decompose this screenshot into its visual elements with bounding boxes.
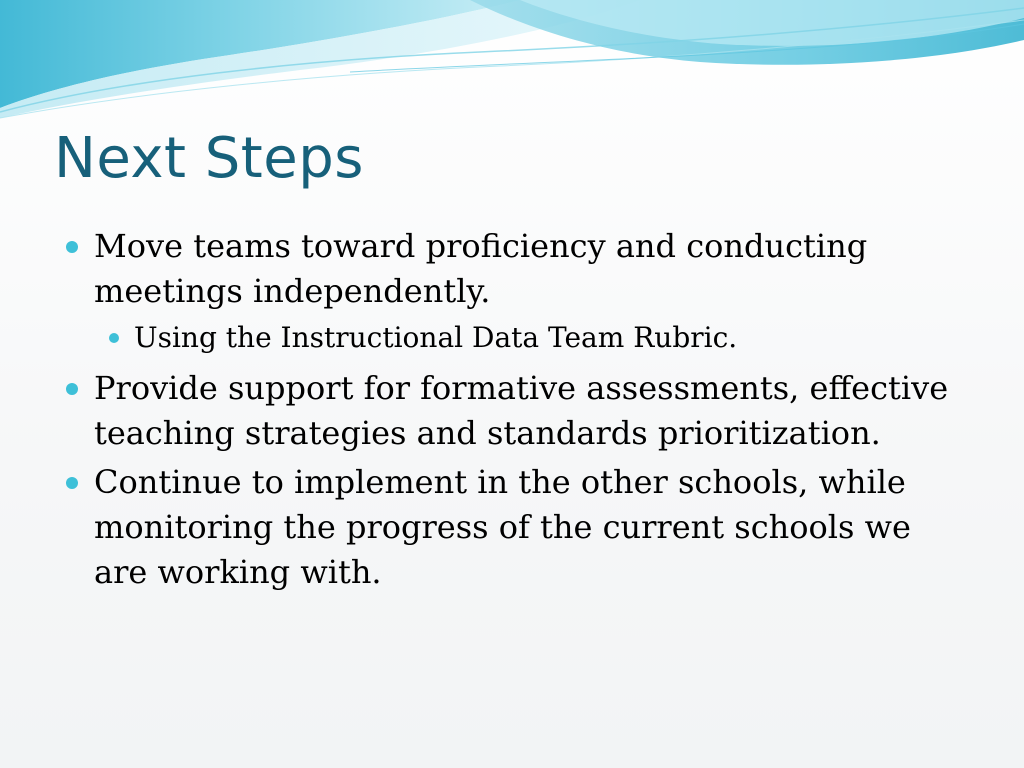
bullet-text: Move teams toward proficiency and conducting meetings independently.	[94, 227, 868, 310]
sub-bullet-item	[104, 318, 964, 358]
sub-bullet-text: Using the Instructional Data Team Rubric.	[134, 321, 738, 354]
bullet-dot-icon	[66, 477, 78, 489]
bullet-text: Provide support for formative assessments, effective teaching strategies and standards prioritization.	[94, 369, 949, 452]
bullet-dot-icon	[66, 383, 78, 395]
slide-title: Next Steps	[54, 126, 364, 191]
bullet-dot-icon	[66, 241, 78, 253]
bullet-item	[64, 460, 964, 595]
bullet-text: Continue to implement in the other schools, while monitoring the progress of the current schools we are working with.	[94, 463, 911, 591]
bullet-item	[64, 224, 964, 358]
sub-bullet-list	[94, 318, 964, 358]
bullet-dot-icon	[109, 333, 119, 343]
bullet-item	[64, 366, 964, 456]
header-wave-decoration	[0, 0, 1024, 130]
bullet-list	[64, 224, 964, 599]
